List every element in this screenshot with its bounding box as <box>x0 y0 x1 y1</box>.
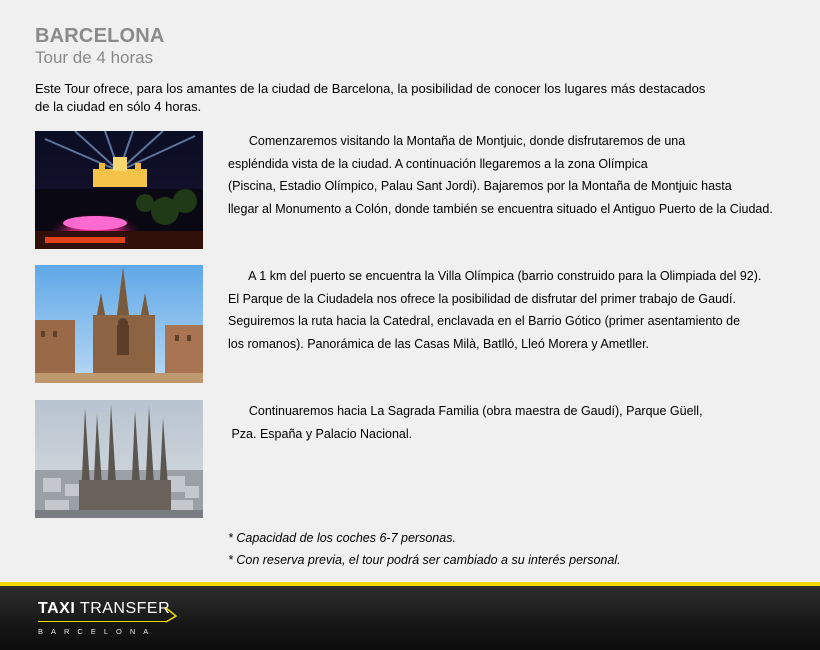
section-line: espléndida vista de la ciudad. A continuación llegaremos a la zona Olímpica <box>228 156 648 171</box>
intro-text <box>35 80 725 116</box>
logo-subtitle: BARCELONA <box>38 627 157 636</box>
note-capacity: * Capacidad de los coches 6-7 personas. <box>228 531 456 545</box>
taxi-transfer-logo[interactable] <box>38 600 170 636</box>
note-reservation: * Con reserva previa, el tour podrá ser cambiado a su interés personal. <box>228 553 621 567</box>
page-title: BARCELONA <box>35 25 165 47</box>
logo-swoosh-icon <box>164 606 180 624</box>
footer <box>0 586 820 650</box>
intro-line: Este Tour ofrece, para los amantes de la ciudad de Barcelona, la posibilidad de conocer los lugares más destacados <box>35 81 706 96</box>
section-line: (Piscina, Estadio Olímpico, Palau Sant Jordi). Bajaremos por la Montaña de Montjuic hasta <box>228 179 732 193</box>
sagrada-familia-photo <box>35 400 203 518</box>
section-line: A 1 km del puerto se encuentra la Villa Olímpica (barrio construido para la Olimpiada del 92). <box>228 269 762 283</box>
section-text <box>228 400 788 445</box>
section-line: Continuaremos hacia La Sagrada Familia (obra maestra de Gaudí), Parque Güell, <box>228 404 703 418</box>
logo-underline <box>38 621 166 622</box>
section-line: Comenzaremos visitando la Montaña de Montjuic, donde disfrutaremos de una <box>228 134 686 148</box>
intro-line: de la ciudad en sólo 4 horas. <box>35 99 202 114</box>
montjuic-night-fountain-photo <box>35 131 203 249</box>
section-line: llegar al Monumento a Colón, donde también se encuentra situado el Antiguo Puerto de la Ciudad. <box>228 201 773 216</box>
logo-text-thin: TRANSFER <box>79 600 171 617</box>
section-line: Pza. España y Palacio Nacional. <box>228 426 413 441</box>
section-line: Seguiremos la ruta hacia la Catedral, enclavada en el Barrio Gótico (primer asentamiento de <box>228 314 741 328</box>
barcelona-cathedral-photo <box>35 265 203 383</box>
section-line: El Parque de la Ciudadela nos ofrece la posibilidad de disfrutar del primer trabajo de Gaudí. <box>228 291 736 306</box>
section-text <box>228 265 788 355</box>
section-line: los romanos). Panorámica de las Casas Milà, Batlló, Lleó Morera y Ametller. <box>228 336 650 351</box>
section-text <box>228 130 788 220</box>
logo-text-bold: TAXI <box>38 600 76 617</box>
page-subtitle: Tour de 4 horas <box>35 48 154 67</box>
